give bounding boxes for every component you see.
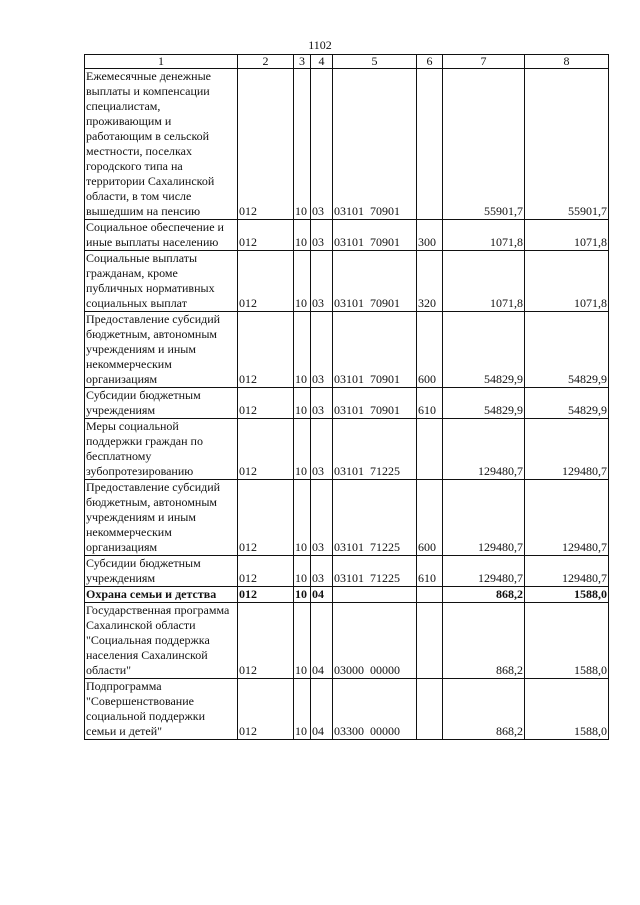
- row-csr-program: 03101: [334, 464, 364, 478]
- row-csr-program: 03101: [334, 540, 364, 554]
- row-name: Государственная программа Сахалинской области "Социальная поддержка населения Сахалинской области": [85, 603, 238, 679]
- col-header-5: 5: [333, 55, 417, 69]
- row-rz: 10: [294, 220, 311, 251]
- row-grbs: 012: [238, 480, 294, 556]
- col-header-4: 4: [311, 55, 333, 69]
- row-pr: 04: [311, 587, 333, 603]
- row-amount-8: 1071,8: [525, 220, 609, 251]
- row-amount-8: 54829,9: [525, 388, 609, 419]
- row-grbs: 012: [238, 220, 294, 251]
- row-amount-7: 54829,9: [443, 312, 525, 388]
- row-amount-7: 129480,7: [443, 419, 525, 480]
- row-rz: 10: [294, 587, 311, 603]
- table-row: [85, 556, 609, 587]
- row-csr-program: 03101: [334, 235, 364, 249]
- row-grbs: 012: [238, 69, 294, 220]
- row-csr-program: 03300: [334, 724, 364, 738]
- table-row: [85, 419, 609, 480]
- row-rz: 10: [294, 679, 311, 740]
- row-amount-7: 54829,9: [443, 388, 525, 419]
- table-row: [85, 220, 609, 251]
- row-csr-direction: 00000: [370, 663, 400, 677]
- row-csr: [333, 69, 417, 220]
- row-csr: [333, 587, 417, 603]
- col-header-3: 3: [294, 55, 311, 69]
- row-amount-7: 129480,7: [443, 556, 525, 587]
- row-amount-8: 129480,7: [525, 419, 609, 480]
- col-header-8: 8: [525, 55, 609, 69]
- row-csr-program: 03101: [334, 372, 364, 386]
- table-row: [85, 388, 609, 419]
- row-csr: [333, 480, 417, 556]
- row-csr: [333, 220, 417, 251]
- row-vr: [417, 587, 443, 603]
- row-rz: 10: [294, 556, 311, 587]
- row-name: Предоставление субсидий бюджетным, автономным учреждениям и иным некоммерческим организациям: [85, 312, 238, 388]
- row-csr-direction: 70901: [370, 372, 400, 386]
- row-vr: [417, 69, 443, 220]
- table-row: [85, 603, 609, 679]
- row-name: Субсидии бюджетным учреждениям: [85, 556, 238, 587]
- table-row: [85, 312, 609, 388]
- row-vr: [417, 679, 443, 740]
- row-name: Социальное обеспечение и иные выплаты населению: [85, 220, 238, 251]
- row-csr-program: 03101: [334, 571, 364, 585]
- col-header-6: 6: [417, 55, 443, 69]
- row-vr: 600: [417, 312, 443, 388]
- row-vr: 600: [417, 480, 443, 556]
- row-amount-7: 55901,7: [443, 69, 525, 220]
- row-amount-8: 1588,0: [525, 679, 609, 740]
- row-vr: [417, 419, 443, 480]
- row-amount-7: 868,2: [443, 603, 525, 679]
- row-name: Охрана семьи и детства: [85, 587, 238, 603]
- row-grbs: 012: [238, 679, 294, 740]
- row-amount-7: 1071,8: [443, 220, 525, 251]
- table-row: [85, 587, 609, 603]
- row-csr: [333, 388, 417, 419]
- row-pr: 03: [311, 220, 333, 251]
- row-pr: 03: [311, 556, 333, 587]
- row-csr-program: 03101: [334, 296, 364, 310]
- col-header-2: 2: [238, 55, 294, 69]
- row-pr: 04: [311, 603, 333, 679]
- row-amount-7: 1071,8: [443, 251, 525, 312]
- row-name: Предоставление субсидий бюджетным, автономным учреждениям и иным некоммерческим организациям: [85, 480, 238, 556]
- row-csr-direction: 71225: [370, 464, 400, 478]
- row-vr: [417, 603, 443, 679]
- row-rz: 10: [294, 251, 311, 312]
- row-csr-direction: 71225: [370, 540, 400, 554]
- row-amount-8: 1588,0: [525, 587, 609, 603]
- row-rz: 10: [294, 419, 311, 480]
- row-pr: 03: [311, 388, 333, 419]
- row-amount-8: 1588,0: [525, 603, 609, 679]
- row-grbs: 012: [238, 603, 294, 679]
- row-csr: [333, 419, 417, 480]
- table-row: [85, 679, 609, 740]
- row-csr: [333, 679, 417, 740]
- row-csr-program: 03101: [334, 204, 364, 218]
- row-csr-direction: 70901: [370, 296, 400, 310]
- row-amount-7: 129480,7: [443, 480, 525, 556]
- row-amount-7: 868,2: [443, 587, 525, 603]
- table-row: [85, 251, 609, 312]
- row-amount-8: 55901,7: [525, 69, 609, 220]
- row-grbs: 012: [238, 388, 294, 419]
- row-vr: 610: [417, 556, 443, 587]
- table-row: [85, 480, 609, 556]
- row-name: Ежемесячные денежные выплаты и компенсации специалистам, проживающим и работающим в сельской местности, поселках городского типа на территории Сахалинской области, в том числе вышедшим на пенсию: [85, 69, 238, 220]
- row-pr: 03: [311, 480, 333, 556]
- row-grbs: 012: [238, 251, 294, 312]
- row-csr-program: 03101: [334, 403, 364, 417]
- row-name: Меры социальной поддержки граждан по бесплатному зубопротезированию: [85, 419, 238, 480]
- row-vr: 610: [417, 388, 443, 419]
- row-amount-7: 868,2: [443, 679, 525, 740]
- page-number: 1102: [308, 38, 332, 52]
- row-rz: 10: [294, 69, 311, 220]
- row-amount-8: 1071,8: [525, 251, 609, 312]
- row-amount-8: 54829,9: [525, 312, 609, 388]
- row-grbs: 012: [238, 419, 294, 480]
- row-rz: 10: [294, 603, 311, 679]
- row-csr-direction: 70901: [370, 403, 400, 417]
- row-name: Социальные выплаты гражданам, кроме публичных нормативных социальных выплат: [85, 251, 238, 312]
- row-csr-direction: 00000: [370, 724, 400, 738]
- row-vr: 320: [417, 251, 443, 312]
- row-amount-8: 129480,7: [525, 480, 609, 556]
- row-csr-direction: 71225: [370, 571, 400, 585]
- row-grbs: 012: [238, 587, 294, 603]
- row-pr: 03: [311, 69, 333, 220]
- table-row: [85, 69, 609, 220]
- row-pr: 03: [311, 312, 333, 388]
- row-csr-direction: 70901: [370, 204, 400, 218]
- row-grbs: 012: [238, 312, 294, 388]
- col-header-7: 7: [443, 55, 525, 69]
- row-pr: 04: [311, 679, 333, 740]
- header-row: [85, 55, 609, 69]
- row-csr: [333, 312, 417, 388]
- row-pr: 03: [311, 251, 333, 312]
- row-name: Подпрограмма "Совершенствование социальной поддержки семьи и детей": [85, 679, 238, 740]
- row-vr: 300: [417, 220, 443, 251]
- row-pr: 03: [311, 419, 333, 480]
- table-body: [85, 69, 609, 740]
- row-csr-program: 03000: [334, 663, 364, 677]
- row-csr: [333, 603, 417, 679]
- row-amount-8: 129480,7: [525, 556, 609, 587]
- budget-table: [84, 54, 609, 740]
- row-rz: 10: [294, 312, 311, 388]
- row-grbs: 012: [238, 556, 294, 587]
- row-csr: [333, 251, 417, 312]
- row-rz: 10: [294, 480, 311, 556]
- row-csr-direction: 70901: [370, 235, 400, 249]
- row-csr: [333, 556, 417, 587]
- col-header-1: 1: [85, 55, 238, 69]
- row-name: Субсидии бюджетным учреждениям: [85, 388, 238, 419]
- row-rz: 10: [294, 388, 311, 419]
